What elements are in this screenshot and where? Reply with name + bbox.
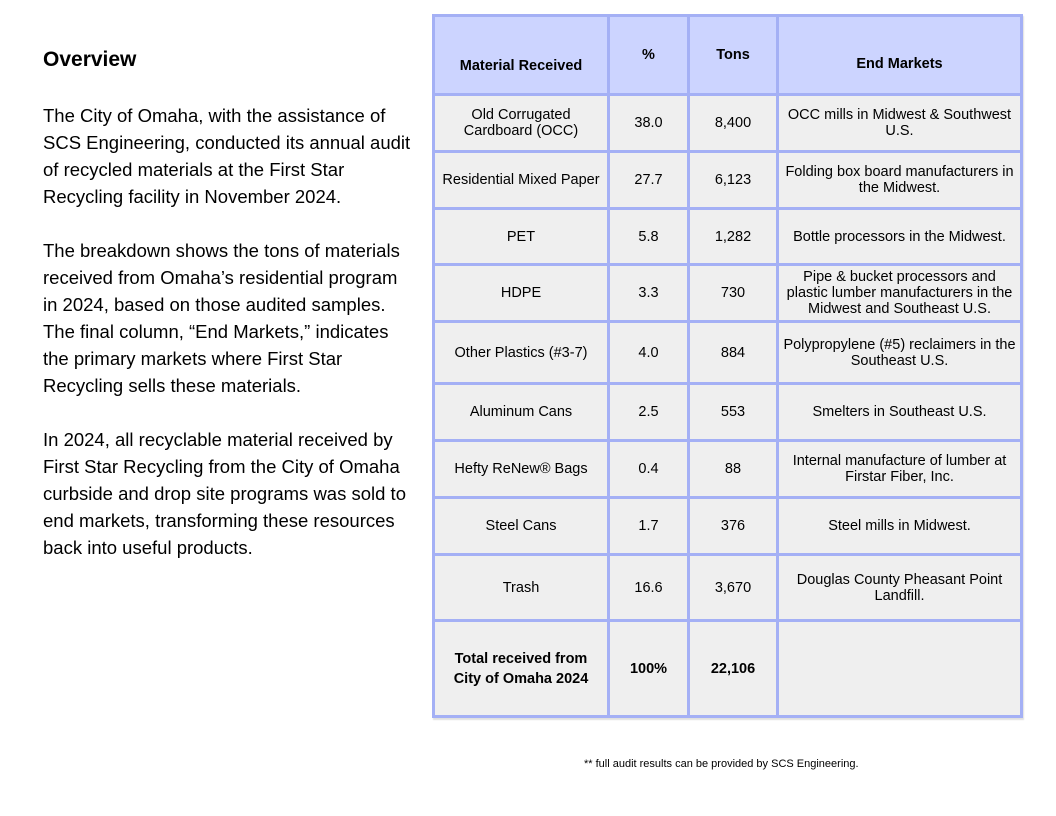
cell-tons: 8,400 xyxy=(689,95,778,152)
cell-end-markets: Folding box board manufacturers in the Midwest. xyxy=(778,152,1022,209)
table-header-row xyxy=(434,16,1022,95)
cell-tons: 884 xyxy=(689,322,778,384)
cell-material: Trash xyxy=(434,555,609,621)
overview-paragraph-2: The breakdown shows the tons of materials received from Omaha’s residential program in 2024, based on those audited samples. The final column, “End Markets,” indicates the primary markets where First Star Recycling sells these materials. xyxy=(43,240,400,396)
table-row xyxy=(434,322,1022,384)
cell-end-markets: Polypropylene (#5) reclaimers in the Southeast U.S. xyxy=(778,322,1022,384)
overview-section xyxy=(43,46,413,588)
table-row xyxy=(434,209,1022,265)
overview-paragraph-1: The City of Omaha, with the assistance of SCS Engineering, conducted its annual audit of recycled materials at the First Star Recycling facility in November 2024. xyxy=(43,105,411,207)
header-tons: Tons xyxy=(689,16,778,95)
cell-tons: 6,123 xyxy=(689,152,778,209)
cell-material: Aluminum Cans xyxy=(434,384,609,441)
cell-tons: 376 xyxy=(689,498,778,555)
cell-material: Hefty ReNew® Bags xyxy=(434,441,609,498)
cell-end-markets: Internal manufacture of lumber at Firstar Fiber, Inc. xyxy=(778,441,1022,498)
cell-material: Other Plastics (#3-7) xyxy=(434,322,609,384)
cell-material: HDPE xyxy=(434,265,609,322)
cell-percent: 4.0 xyxy=(609,322,689,384)
overview-paragraph-3: In 2024, all recyclable material received by First Star Recycling from the City of Omaha curbside and drop site programs was sold to end markets, transforming these resources back into useful products. xyxy=(43,429,406,558)
cell-end-markets: Steel mills in Midwest. xyxy=(778,498,1022,555)
table-row xyxy=(434,555,1022,621)
cell-end-markets: Bottle processors in the Midwest. xyxy=(778,209,1022,265)
cell-end-markets: Pipe & bucket processors and plastic lumber manufacturers in the Midwest and Southeast U.S. xyxy=(778,265,1022,322)
total-tons: 22,106 xyxy=(689,621,778,717)
cell-tons: 1,282 xyxy=(689,209,778,265)
cell-end-markets: Douglas County Pheasant Point Landfill. xyxy=(778,555,1022,621)
cell-tons: 553 xyxy=(689,384,778,441)
cell-material: Residential Mixed Paper xyxy=(434,152,609,209)
table-row xyxy=(434,265,1022,322)
table-row xyxy=(434,498,1022,555)
total-end-markets xyxy=(778,621,1022,717)
cell-percent: 3.3 xyxy=(609,265,689,322)
cell-percent: 2.5 xyxy=(609,384,689,441)
total-label: Total received from City of Omaha 2024 xyxy=(434,621,609,717)
cell-percent: 16.6 xyxy=(609,555,689,621)
cell-tons: 730 xyxy=(689,265,778,322)
cell-material: PET xyxy=(434,209,609,265)
table-row xyxy=(434,152,1022,209)
header-material: Material Received xyxy=(434,16,609,95)
cell-tons: 88 xyxy=(689,441,778,498)
table-total-row xyxy=(434,621,1022,717)
cell-end-markets: Smelters in Southeast U.S. xyxy=(778,384,1022,441)
table-row xyxy=(434,384,1022,441)
overview-heading: Overview xyxy=(43,48,137,71)
header-end-markets: End Markets xyxy=(778,16,1022,95)
cell-percent: 1.7 xyxy=(609,498,689,555)
header-percent: % xyxy=(609,16,689,95)
cell-material: Steel Cans xyxy=(434,498,609,555)
cell-percent: 27.7 xyxy=(609,152,689,209)
total-percent: 100% xyxy=(609,621,689,717)
cell-percent: 0.4 xyxy=(609,441,689,498)
table-row xyxy=(434,95,1022,152)
footnote: ** full audit results can be provided by SCS Engineering. xyxy=(584,758,859,770)
cell-material: Old Corrugated Cardboard (OCC) xyxy=(434,95,609,152)
table-row xyxy=(434,441,1022,498)
cell-end-markets: OCC mills in Midwest & Southwest U.S. xyxy=(778,95,1022,152)
cell-tons: 3,670 xyxy=(689,555,778,621)
cell-percent: 38.0 xyxy=(609,95,689,152)
cell-percent: 5.8 xyxy=(609,209,689,265)
materials-table xyxy=(432,14,1023,718)
